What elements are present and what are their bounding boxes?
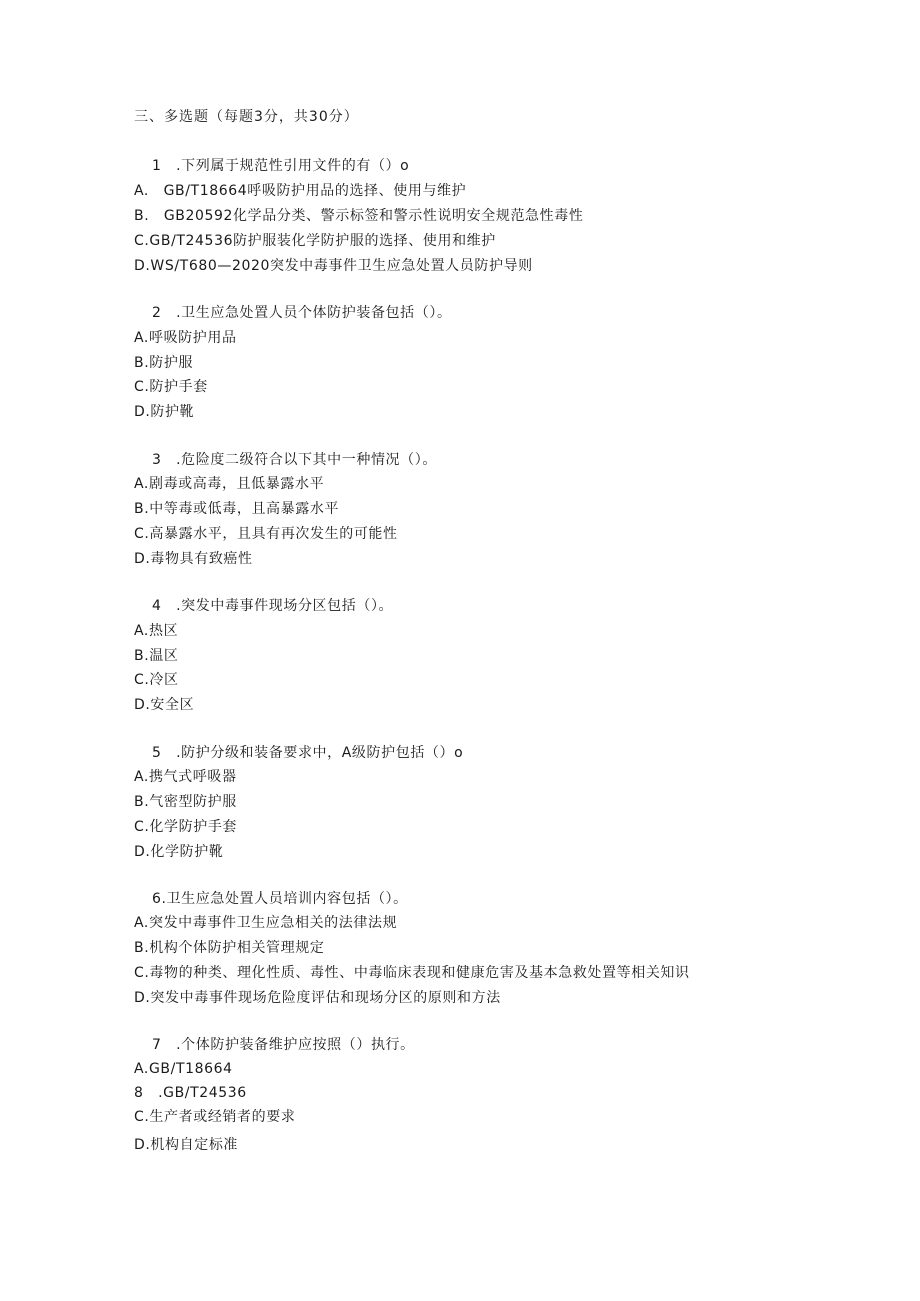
question-1-option-a: A. GB/T18664呼吸防护用品的选择、使用与维护 [134,183,467,199]
question-6-option-a: A.突发中毒事件卫生应急相关的法律法规 [134,915,398,931]
question-2-option-b: B.防护服 [134,355,194,371]
question-1-option-d: D.WS/T680—2020突发中毒事件卫生应急处置人员防护导则 [134,258,533,274]
question-7-stem: 7 .个体防护装备维护应按照（）执行。 [152,1037,415,1053]
question-7-option-d: D.机构自定标准 [134,1137,239,1153]
question-1-stem: 1 .下列属于规范性引用文件的有（）o [152,158,410,174]
question-6-option-c: C.毒物的种类、理化性质、毒性、中毒临床表现和健康危害及基本急救处置等相关知识 [134,965,690,981]
question-5-option-a: A.携气式呼吸器 [134,769,237,785]
question-3-option-b: B.中等毒或低毒，且高暴露水平 [134,501,340,517]
question-5-stem: 5 .防护分级和装备要求中，A级防护包括（）o [152,745,464,761]
question-3-option-c: C.高暴露水平，且具有再次发生的可能性 [134,526,398,542]
question-4-option-d: D.安全区 [134,697,195,713]
question-2-option-a: A.呼吸防护用品 [134,330,237,346]
question-7-option-b: 8 .GB/T24536 [134,1085,247,1101]
question-2-option-c: C.防护手套 [134,379,208,395]
question-1-option-c: C.GB/T24536防护服装化学防护服的选择、使用和维护 [134,233,496,249]
question-7-option-a: A.GB/T18664 [134,1061,233,1077]
section-title: 三、多选题（每题3分，共30分） [134,109,359,125]
question-5-option-d: D.化学防护靴 [134,844,224,860]
question-1-option-b: B. GB20592化学品分类、警示标签和警示性说明安全规范急性毒性 [134,208,584,224]
question-6-option-b: B.机构个体防护相关管理规定 [134,940,325,956]
question-2-option-d: D.防护靴 [134,404,195,420]
question-3-option-a: A.剧毒或高毒，且低暴露水平 [134,476,325,492]
question-4-stem: 4 .突发中毒事件现场分区包括（）。 [152,598,394,614]
question-4-option-a: A.热区 [134,623,179,639]
question-2-stem: 2 .卫生应急处置人员个体防护装备包括（）。 [152,305,452,321]
question-4-option-b: B.温区 [134,648,179,664]
question-7-option-c: C.生产者或经销者的要求 [134,1109,296,1125]
question-5-option-b: B.气密型防护服 [134,794,237,810]
question-6-option-d: D.突发中毒事件现场危险度评估和现场分区的原则和方法 [134,990,501,1006]
question-3-option-d: D.毒物具有致癌性 [134,551,253,567]
question-5-option-c: C.化学防护手套 [134,819,238,835]
question-6-stem: 6.卫生应急处置人员培训内容包括（）。 [152,891,408,907]
question-3-stem: 3 .危险度二级符合以下其中一种情况（）。 [152,452,437,468]
question-4-option-c: C.冷区 [134,672,179,688]
